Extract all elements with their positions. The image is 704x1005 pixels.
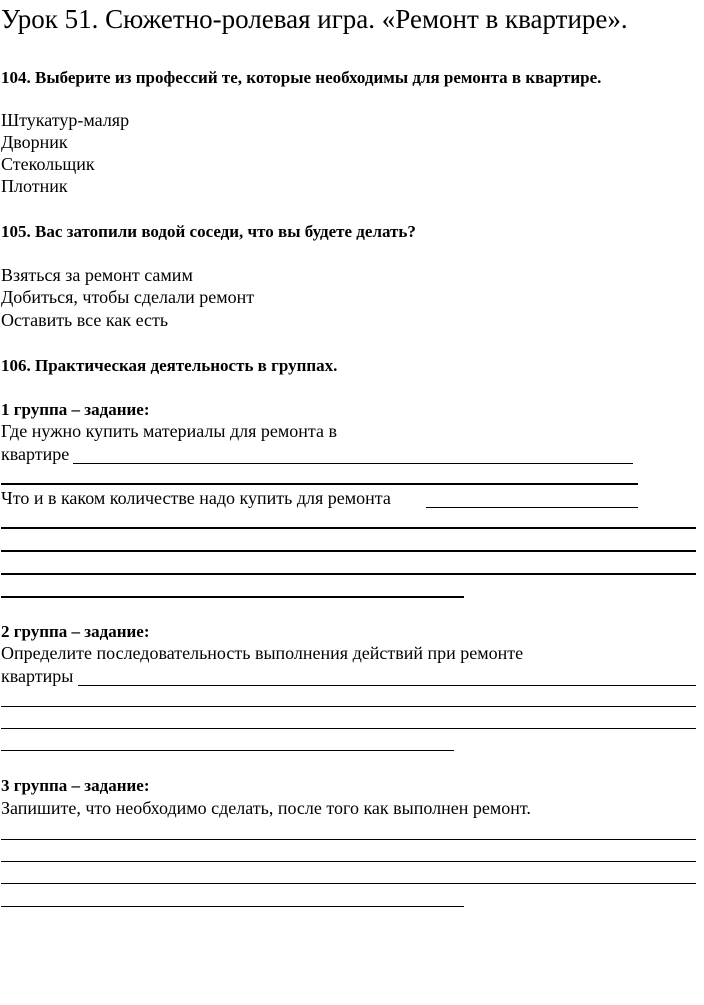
q104-option-1: Штукатур-маляр [1,110,130,130]
answer-line[interactable] [1,861,696,862]
answer-line[interactable] [73,463,633,464]
question-106: 106. Практическая деятельность в группах. [1,356,338,375]
group-2-line-2: квартиры [1,666,74,686]
answer-line[interactable] [1,883,696,884]
answer-line[interactable] [1,550,696,552]
group-3-heading: 3 группа – задание: [1,776,150,795]
group-2-heading: 2 группа – задание: [1,622,150,641]
q104-option-3: Стекольщик [1,154,95,174]
answer-line[interactable] [1,839,696,840]
answer-line[interactable] [1,706,696,707]
group-2-line-1: Определите последовательность выполнения действий при ремонте [1,643,524,663]
answer-line[interactable] [1,728,696,729]
q104-option-4: Плотник [1,176,68,196]
q105-option-2: Добиться, чтобы сделали ремонт [1,287,255,307]
answer-line[interactable] [1,906,464,907]
answer-line[interactable] [1,483,638,485]
q105-option-3: Оставить все как есть [1,310,169,330]
answer-line[interactable] [1,750,454,751]
answer-line[interactable] [78,685,696,686]
lesson-title: Урок 51. Сюжетно-ролевая игра. «Ремонт в квартире». [1,4,628,34]
group-3-line-1: Запишите, что необходимо сделать, после того как выполнен ремонт. [1,798,531,818]
q104-option-2: Дворник [1,132,68,152]
group-1-line-1: Где нужно купить материалы для ремонта в [1,421,338,441]
group-1-line-2: квартире [1,444,70,464]
question-105: 105. Вас затопили водой соседи, что вы будете делать? [1,222,416,241]
answer-line[interactable] [426,507,638,508]
answer-line[interactable] [1,596,464,598]
answer-line[interactable] [1,527,696,529]
group-1-heading: 1 группа – задание: [1,400,150,419]
answer-line[interactable] [1,573,696,575]
q105-option-1: Взяться за ремонт самим [1,265,193,285]
question-104: 104. Выберите из профессий те, которые необходимы для ремонта в квартире. [1,68,602,87]
group-1-line-3: Что и в каком количестве надо купить для ремонта [1,488,391,508]
